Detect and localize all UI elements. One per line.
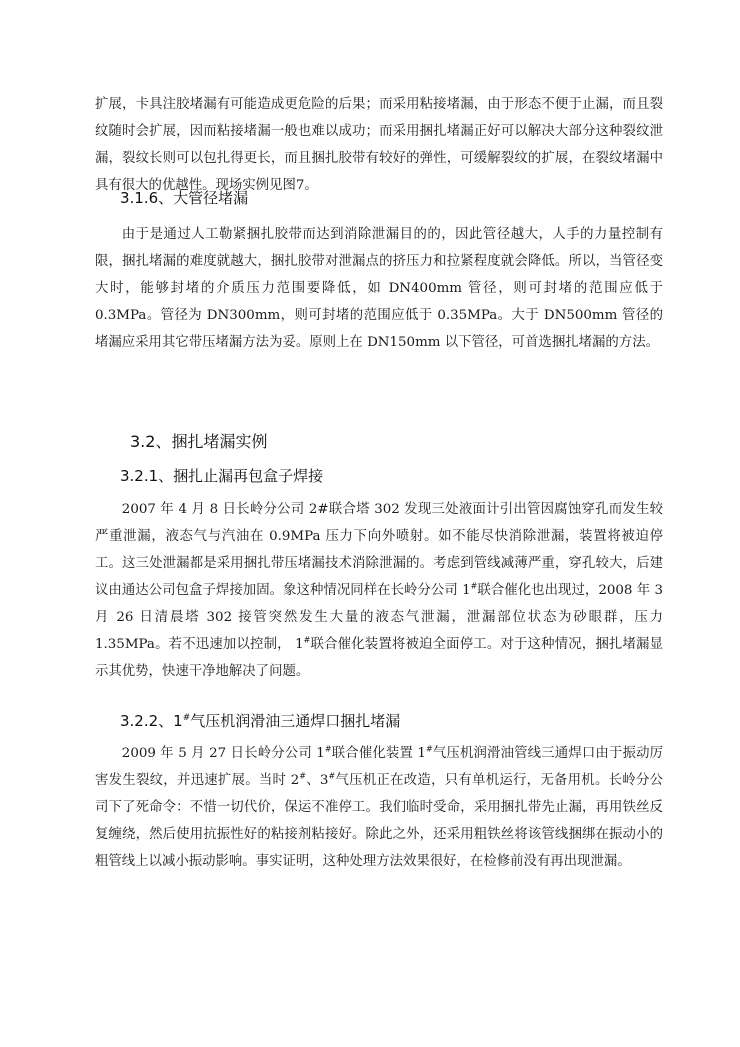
case-2-text-d: 、3 [306, 773, 329, 788]
paragraph-crack-leak: 扩展，卡具注胶堵漏有可能造成更危险的后果；而采用粘接堵漏，由于形态不便于止漏，而且裂纹随时会扩展，因而粘接堵漏一般也难以成功；而采用捆扎堵漏正好可以解决大部分这种裂纹泄漏，裂纹长则可以包扎得更长，而且捆扎胶带有较好的弹性，可缓解裂纹的扩展，在裂纹堵漏中具有很大的优越性。现场实例见图7。 [95, 97, 663, 193]
paragraph-large-pipe: 由于是通过人工勒紧捆扎胶带而达到消除泄漏目的的，因此管径越大，人手的力量控制有限，捆扎堵漏的难度就越大，捆扎胶带对泄漏点的挤压力和拉紧程度就会降低。所以，当管径变大时，能够封堵的介质压力范围要降低，如 DN400mm 管径，则可封堵的范围应低于 0.3MPa。管径为 DN300mm，则可封堵的范围应低于 0.35MPa。大于 DN500mm 管径的堵漏应采用其它带压堵漏方法为妥。原则上在 DN150mm 以下管径，可首选捆扎堵漏的方法。 [95, 227, 663, 350]
case-2-sup-d: # [328, 771, 336, 781]
heading-3-2-2-a: 3.2.2、1 [120, 712, 183, 730]
heading-3-2-2-b: 气压机润滑油三通焊口捆扎堵漏 [190, 712, 401, 730]
case-2-sup-c: # [299, 771, 306, 781]
heading-3-2-1: 3.2.1、捆扎止漏再包盒子焊接 [120, 467, 324, 485]
case-2-text-e: 气压机正在改造，只有单机运行，无备用机。长岭分公司下了死命令：不惜一切代价，保运不准停工。我们临时受命，采用捆扎带先止漏，再用铁丝反复缠绕，然后使用抗振性好的粘接剂粘接好。除此之外，还采用粗铁丝将该管线捆绑在振动小的粗管线上以减小振动影响。事实证明，这种处理方法效果很好，在检修前没有再出现泄漏。 [95, 773, 663, 869]
case-2-text-c: 气压机润滑油管线三通焊口由于振动厉害发生裂纹，并迅速扩展。当时 2 [95, 746, 664, 788]
case-2-text-a: 2009 年 5 月 27 日长岭分公司 1 [121, 746, 325, 761]
heading-3-2-2-sup: # [182, 713, 191, 723]
paragraph-case-2 [95, 740, 663, 875]
case-2-sup-a: # [324, 744, 332, 754]
case-2-text-b: 联合催化装置 1 [331, 746, 426, 761]
case-1-text-c: 联合催化装置将被迫全面停工。对于这种情况，捆扎堵漏显示其优势，快速干净地解决了问题。 [95, 637, 663, 679]
case-1-text-a: 2007 年 4 月 8 日长岭分公司 2#联合塔 302 发现三处液面计引出管因腐蚀穿孔而发生较严重泄漏，液态气与汽油在 0.9MPa 压力下向外喷射。如不能尽快消除泄漏，装置将被迫停工。这三处泄漏都是采用捆扎带压堵漏技术消除泄漏的。考虑到管线减薄严重，穿孔较大，后建议由通达公司包盒子焊接加固。象这种情况同样在长岭分公司 1 [95, 502, 663, 598]
case-1-sup-a: # [470, 581, 478, 591]
heading-3-2-2 [120, 711, 400, 731]
case-1-sup-b: # [303, 635, 311, 645]
case-1-text-b: 联合催化也出现过，2008 年 3 月 26 日清晨塔 302 接管突然发生大量的液态气泄漏，泄漏部位状态为砂眼群，压力 1.35MPa。若不迅速加以控制， 1 [95, 583, 663, 652]
heading-3-1-6: 3.1.6、大管径堵漏 [120, 189, 249, 207]
case-2-sup-b: # [425, 744, 433, 754]
heading-3-2: 3.2、捆扎堵漏实例 [130, 432, 268, 451]
paragraph-case-1 [95, 496, 663, 685]
